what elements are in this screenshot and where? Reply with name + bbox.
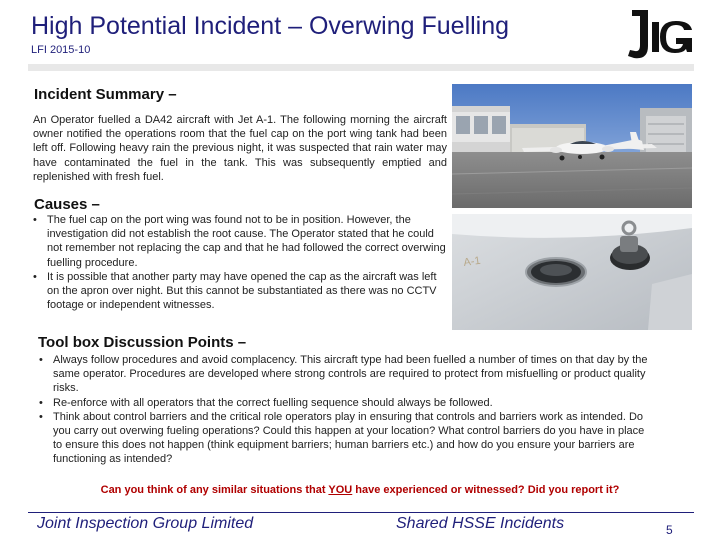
header-band [28, 64, 694, 71]
svg-text:A-1: A-1 [462, 254, 482, 269]
page-number: 5 [666, 523, 673, 537]
list-item: • Always follow procedures and avoid complacency. This aircraft type had been fuelled a number of times on that day by the same operator. Procedures are developed where strong controls are required to protect from misfuelling or product quality risks. [39, 353, 651, 396]
page-subtitle: LFI 2015-10 [31, 44, 91, 56]
causes-list [33, 213, 449, 312]
list-item: • It is possible that another party may have opened the cap as the aircraft was left on the apron over night. But this cannot be substantiated as there was no CCTV footage or independent witnesses. [33, 270, 449, 313]
list-item: • The fuel cap on the port wing was found not to be in position. However, the investigation did not establish the root cause. The Operator stated that he could not remember not replacing the cap and that he had followed the correct overwing fuelling procedure. [33, 213, 449, 270]
footer-organization: Joint Inspection Group Limited [37, 515, 254, 532]
list-item: • Re-enforce with all operators that the correct fuelling sequence should always be followed. [39, 396, 651, 410]
toolbox-heading: Tool box Discussion Points – [38, 334, 247, 351]
question-part-2: have experienced or witnessed? Did you report it? [352, 484, 620, 496]
question-part-1: Can you think of any similar situations that [100, 484, 329, 496]
list-item: • Think about control barriers and the critical role operators play in ensuring that controls and barriers work as intended. Do you carry out overwing fueling operations? Could this happen at your location? What control barriers do you have in place to ensure this does not happen (think equipment barriers; human barriers etc.) and how do you ensure your barriers are functioning as intended? [39, 410, 651, 467]
footer-divider [28, 512, 694, 513]
footer-series: Shared HSSE Incidents [396, 515, 565, 532]
summary-text: An Operator fuelled a DA42 aircraft with Jet A-1. The following morning the aircraft owner notified the operations room that the fuel cap on the port wing tank had been left off. Following heavy rain the previous night, it was suspected that rain water may have contaminated the fuel in the tank. This was subsequently emptied and replenished with fresh fuel. [33, 114, 447, 183]
question-emphasis: YOU [328, 484, 353, 496]
summary-heading: Incident Summary – [34, 86, 177, 103]
discussion-question [0, 484, 720, 496]
page-title: High Potential Incident – Overwing Fuelling [31, 12, 510, 40]
causes-heading: Causes – [34, 196, 100, 213]
fuel-cap-photo [452, 214, 692, 330]
jig-logo [626, 8, 696, 62]
toolbox-list [39, 353, 651, 467]
aircraft-photo [452, 84, 692, 208]
